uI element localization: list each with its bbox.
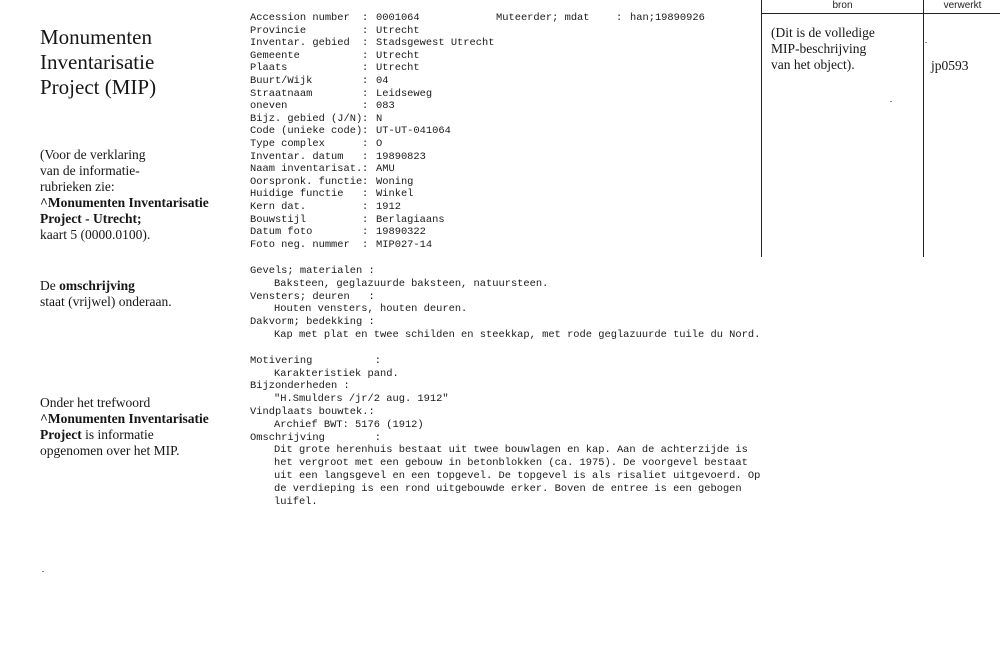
field-colon: : (362, 238, 369, 251)
field-colon: : (362, 87, 369, 100)
field-label: Accession number (250, 12, 350, 24)
section-text: Archief BWT: 5176 (1912) (274, 418, 424, 431)
field-colon: : (362, 125, 369, 138)
field-colon: : (362, 74, 369, 87)
field-colon: : (362, 150, 369, 163)
field-value: Berlagiaans (376, 213, 445, 226)
section-label: Bijzonderheden : (250, 380, 350, 393)
table-header-rule (762, 13, 1000, 14)
note-trefwoord (40, 395, 240, 459)
note-line: van de informatie- (40, 163, 140, 178)
field-label: oneven (250, 100, 288, 113)
section-label: Vindplaats bouwtek.: (250, 405, 375, 418)
scan-speck (925, 42, 927, 43)
field-value: 0001064 (376, 12, 420, 24)
section-label: Vensters; deuren : (250, 290, 375, 303)
field-extra-value: han;19890926 (630, 12, 705, 24)
field-value: Utrecht (376, 49, 420, 62)
field-value: Winkel (376, 188, 414, 201)
note-line-bold (40, 195, 240, 211)
record-descriptions (250, 265, 770, 508)
bron-line: (Dit is de volledige (771, 25, 875, 40)
record-field-row (250, 201, 720, 214)
note-rest: is informatie (81, 427, 154, 442)
record-field-row (250, 214, 720, 227)
field-label: Datum foto (250, 226, 313, 239)
note-omschrijving (40, 278, 240, 310)
note-line: opgenomen over het MIP. (40, 443, 180, 458)
note-line: Onder het trefwoord (40, 395, 151, 410)
field-extra-label: Muteerder; mdat (496, 12, 590, 24)
field-value: Utrecht (376, 62, 420, 75)
field-colon: : (362, 12, 369, 24)
section-label: Gevels; materialen : (250, 265, 375, 277)
field-value: MIP027-14 (376, 238, 433, 251)
field-value: Woning (376, 175, 414, 188)
field-value: 04 (376, 74, 389, 87)
note-line (40, 427, 240, 443)
field-value: 1912 (376, 200, 401, 213)
title-line: Inventarisatie (40, 50, 155, 74)
field-label: Gemeente (250, 49, 300, 62)
record-field-row (250, 226, 720, 239)
note-verklaring (40, 147, 240, 243)
field-value: 19890823 (376, 150, 426, 163)
field-value: Utrecht (376, 24, 420, 37)
field-label: Oorspronk. functie (250, 175, 363, 188)
field-value: O (376, 137, 383, 150)
section-text: Baksteen, geglazuurde baksteen, natuursteen. (274, 277, 549, 290)
record-field-row (250, 125, 720, 138)
mip-title (40, 25, 240, 100)
section-text: Karakteristiek pand. (274, 367, 399, 380)
record-field-row (250, 75, 720, 88)
record-field-row (250, 239, 720, 252)
reference-title: ^Monumenten Inventarisatie (40, 195, 209, 210)
note-line-bold (40, 211, 240, 227)
record-field-row (250, 151, 720, 164)
field-label: Foto neg. nummer (250, 238, 350, 251)
record-field-row (250, 12, 720, 25)
field-value: Leidseweg (376, 87, 433, 100)
record-field-row (250, 88, 720, 101)
field-colon: : (362, 213, 369, 226)
field-colon: : (362, 112, 369, 125)
field-colon: : (362, 163, 369, 176)
section-label: Omschrijving : (250, 431, 381, 444)
field-label: Bouwstijl (250, 213, 307, 226)
field-colon: : (362, 62, 369, 75)
section-text: Houten vensters, houten deuren. (274, 303, 468, 316)
record-field-row (250, 113, 720, 126)
record-field-row (250, 62, 720, 75)
field-label: Inventar. datum (250, 150, 344, 163)
section-text: Kap met plat en twee schilden en steekkap, met rode geglazuurde tuile du Nord. (274, 328, 761, 341)
verwerkt-cell: jp0593 (931, 58, 969, 73)
field-colon: : (616, 12, 623, 24)
source-table (761, 0, 1000, 257)
field-colon: : (362, 49, 369, 62)
field-colon: : (362, 37, 369, 50)
bron-cell (771, 25, 921, 73)
field-value: Stadsgewest Utrecht (376, 37, 495, 50)
bron-line: MIP-beschrijving (771, 41, 867, 56)
field-label: Straatnaam (250, 87, 313, 100)
note-line: kaart 5 (0000.0100). (40, 227, 151, 242)
scan-speck (890, 101, 892, 102)
record-field-row (250, 188, 720, 201)
section-text: "H.Smulders /jr/2 aug. 1912" (274, 393, 449, 406)
field-colon: : (362, 24, 369, 37)
reference-title: ^Monumenten Inventarisatie (40, 411, 209, 426)
reference-title: Project (40, 427, 82, 442)
header-verwerkt: verwerkt (943, 0, 982, 11)
field-colon: : (362, 100, 369, 113)
header-bron: bron (832, 0, 853, 11)
field-label: Provincie (250, 24, 307, 37)
field-colon: : (362, 188, 369, 201)
record-field-row (250, 37, 720, 50)
record-field-row (250, 138, 720, 151)
note-line: staat (vrijwel) onderaan. (40, 294, 172, 309)
field-colon: : (362, 137, 369, 150)
record-field-row (250, 163, 720, 176)
section-label: Dakvorm; bedekking : (250, 316, 375, 329)
note-keyword: omschrijving (59, 278, 135, 293)
scan-speck (42, 571, 44, 572)
field-value: 19890322 (376, 226, 426, 239)
bron-line: van het object). (771, 57, 855, 72)
field-label: Type complex (250, 137, 325, 150)
field-label: Buurt/Wijk (250, 74, 313, 87)
field-label: Bijz. gebied (J/N) (250, 112, 363, 125)
table-column-divider (923, 0, 924, 257)
field-label: Kern dat. (250, 200, 307, 213)
title-line: Monumenten (40, 25, 152, 49)
note-line: (Voor de verklaring (40, 147, 146, 162)
record-fields (250, 12, 720, 251)
note-line: rubrieken zie: (40, 179, 115, 194)
omschrijving-text: Dit grote herenhuis bestaat uit twee bouwlagen en kap. Aan de achterzijde is het vergroot met een gebouw in betonblokken (ca. 1975). De voorgevel bestaat uit een langsgevel en een topgevel. De topgevel is als risaliet uitgevoerd. Op de verdieping is een rond uitgebouwde erker. Boven de entree is een gebogen luifel. (274, 444, 761, 508)
field-label: Inventar. gebied (250, 37, 350, 50)
title-line: Project (MIP) (40, 75, 157, 99)
field-label: Code (unieke code) (250, 125, 363, 138)
field-colon: : (362, 175, 369, 188)
record-field-row (250, 50, 720, 63)
field-label: Huidige functie (250, 188, 344, 201)
field-colon: : (362, 226, 369, 239)
note-prefix: De (40, 278, 60, 293)
field-label: Naam inventarisat. (250, 163, 363, 176)
note-line (40, 278, 240, 294)
field-colon: : (362, 200, 369, 213)
section-label: Motivering : (250, 354, 381, 367)
field-value: AMU (376, 163, 395, 176)
spacer (250, 342, 770, 355)
record-field-row (250, 25, 720, 38)
field-value: N (376, 112, 383, 125)
reference-title: Project - Utrecht; (40, 211, 142, 226)
field-value: UT-UT-041064 (376, 125, 451, 138)
field-label: Plaats (250, 62, 288, 75)
note-line-bold (40, 411, 240, 427)
record-field-row (250, 176, 720, 189)
field-value: 083 (376, 100, 395, 113)
record-field-row (250, 100, 720, 113)
